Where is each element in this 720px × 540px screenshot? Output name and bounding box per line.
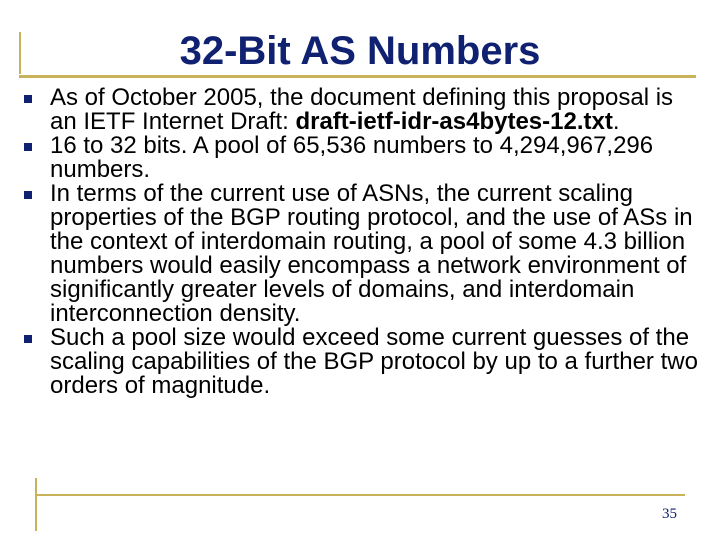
square-bullet-icon [24,191,32,199]
bullet-text: In terms of the current use of ASNs, the current scaling properties of the BGP routing protocol, and the use of ASs in the context of interdomain routing, a pool of some 4.3 billion numbers would easily encompass a network environment of significantly greater levels of domains, and interdomain interconnection density. [50,180,693,327]
square-bullet-icon [24,95,32,103]
draft-name: draft-ietf-idr-as4bytes-12.txt [295,108,613,135]
bullet-item [0,182,720,326]
bullet-text-end: . [612,108,620,135]
footer-decor-vertical-line [35,478,37,531]
footer-rule [35,494,685,496]
square-bullet-icon [24,143,32,151]
bullet-list [0,86,720,398]
bullet-item [0,86,720,134]
bullet-text: As of October 2005, the document defining this proposal is an IETF Internet Draft: [50,84,674,135]
bullet-item [0,134,720,182]
bullet-text: 16 to 32 bits. A pool of 65,536 numbers to 4,294,967,296 numbers. [50,132,654,183]
bullet-item [0,326,720,398]
page-number: 35 [662,506,677,522]
square-bullet-icon [24,335,32,343]
title-underline [19,75,696,78]
slide-title: 32-Bit AS Numbers [179,29,541,73]
bullet-text: Such a pool size would exceed some current guesses of the scaling capabilities of the BGP protocol by up to a further two orders of magnitude. [50,324,698,399]
